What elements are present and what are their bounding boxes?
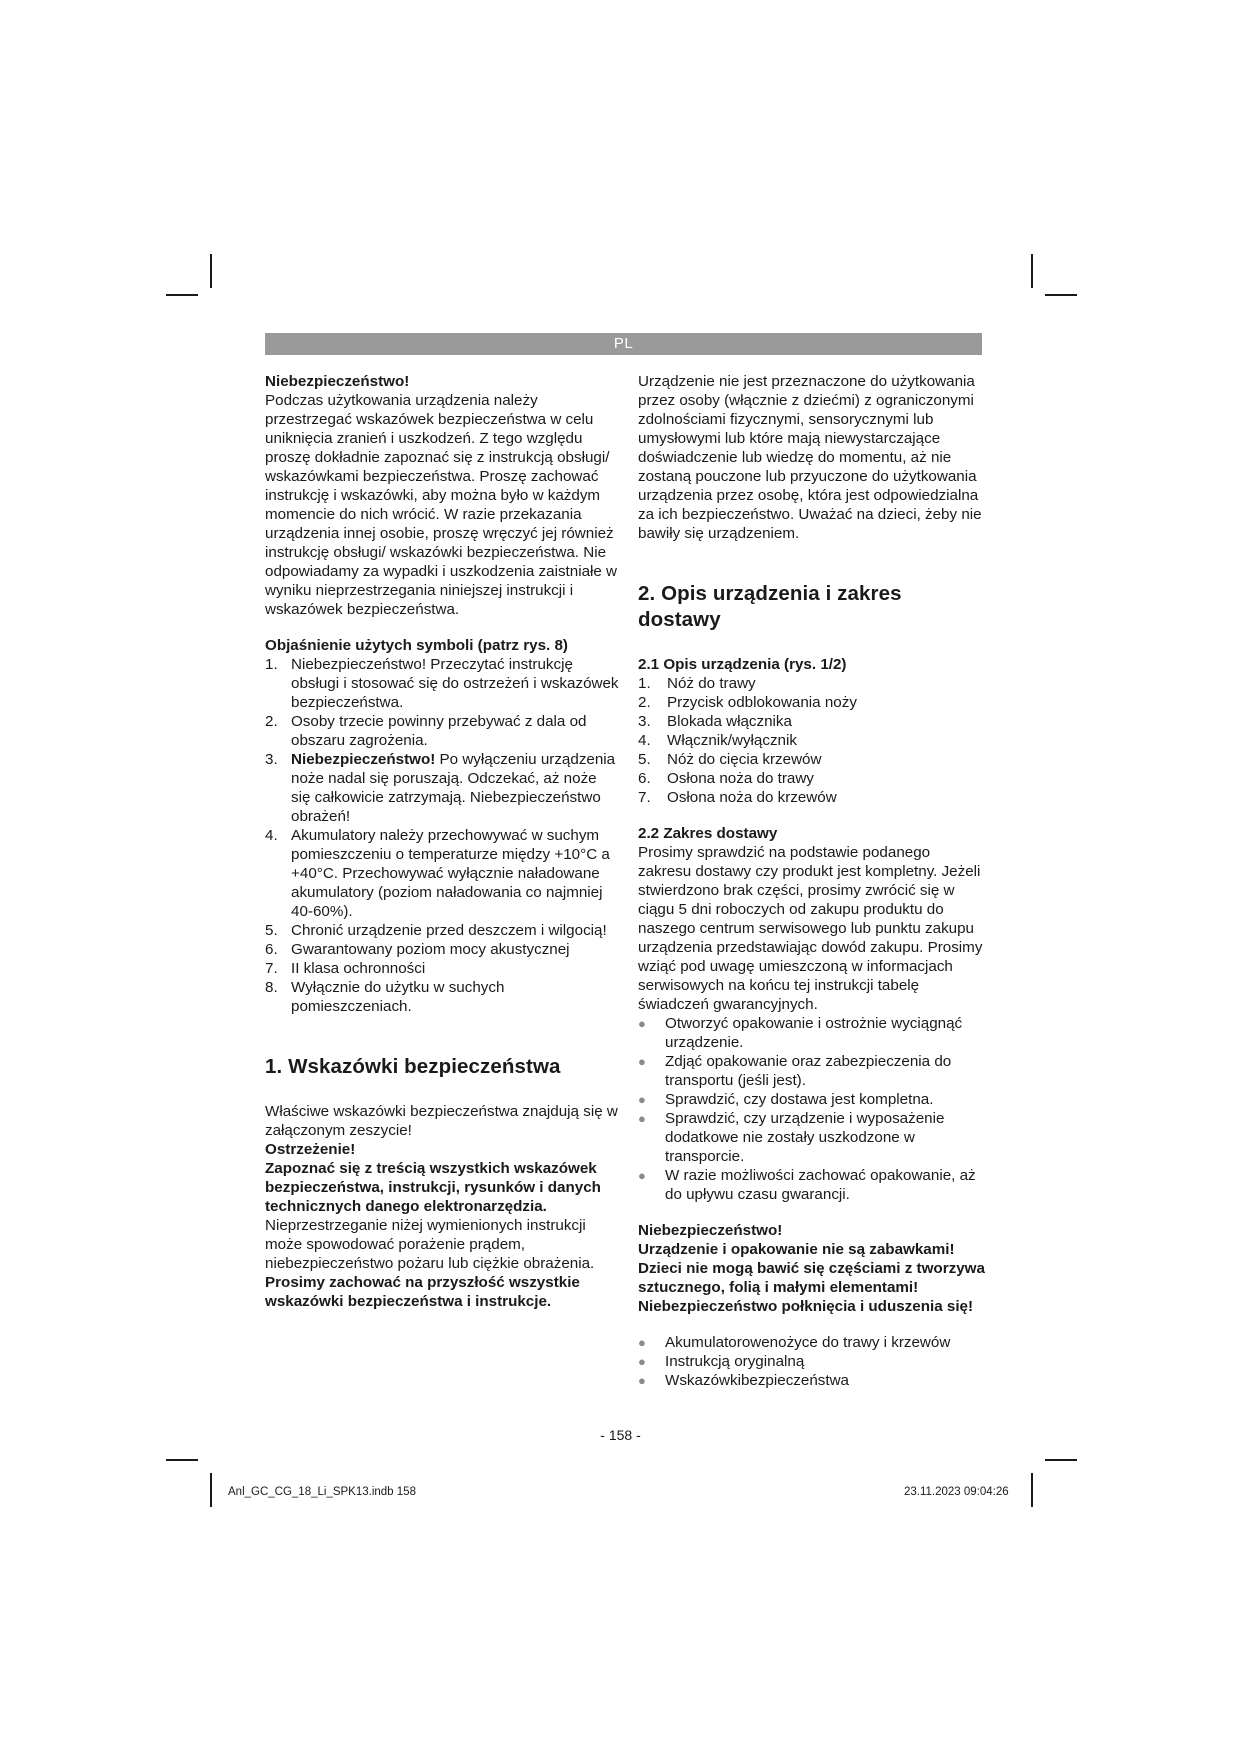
- symbol-item: [265, 655, 620, 712]
- symbol-text: [291, 959, 620, 978]
- symbol-text: [291, 978, 620, 1016]
- crop-mark: [1031, 1473, 1033, 1507]
- crop-mark: [1031, 254, 1033, 288]
- danger-title-2: Niebezpieczeństwo!: [638, 1222, 783, 1239]
- symbol-item: [265, 940, 620, 959]
- crop-mark: [210, 1473, 212, 1507]
- part-number: 2.: [638, 694, 651, 711]
- unpacking-step-text: Sprawdzić, czy dostawa jest kompletna.: [665, 1091, 934, 1108]
- package-content-item: [638, 1352, 986, 1371]
- right-column: [638, 372, 986, 1390]
- crop-mark: [166, 1459, 198, 1461]
- symbol-body-text: II klasa ochronności: [291, 960, 426, 977]
- keep-instructions-text: Prosimy zachować na przyszłość wszystkie wskazówki bezpieczeństwa i instrukcje.: [265, 1274, 580, 1310]
- usage-restriction-text: Urządzenie nie jest przeznaczone do użytkowania przez osoby (włącznie z dziećmi) z ograniczonymi zdolnościami fizycznymi, sensorycznymi lub umysłowymi lub które mają niewystarczające doświadczenie lub wiedzę do momentu, aż nie zostaną pouczone lub przyuczone do użytkowania urządzenia przez osobę, która jest odpowiedzialna za ich bezpieczeństwo. Uważać na dzieci, żeby nie bawiły się urządzeniem.: [638, 373, 982, 542]
- bullet-icon: ●: [638, 1054, 646, 1069]
- symbol-text: [291, 940, 620, 959]
- section-1-title: 1. Wskazówki bezpieczeństwa: [265, 1055, 561, 1078]
- symbol-body-text: Wyłącznie do użytku w suchych pomieszczeniach.: [291, 979, 505, 1015]
- unpacking-step-text: W razie możliwości zachować opakowanie, aż do upływu czasu gwarancji.: [665, 1167, 976, 1203]
- subsection-2-1-title: 2.1 Opis urządzenia (rys. 1/2): [638, 656, 847, 673]
- warning-text: Nieprzestrzeganie niżej wymienionych instrukcji może spowodować porażenie prądem, niebezpieczeństwo pożaru lub ciężkie obrażenia.: [265, 1217, 595, 1272]
- part-number: 4.: [638, 732, 651, 749]
- symbols-list: [265, 655, 620, 1016]
- unpacking-step-text: Otworzyć opakowanie i ostrożnie wyciągnąć urządzenie.: [665, 1015, 963, 1051]
- warning-bold-text: Zapoznać się z treścią wszystkich wskazówek bezpieczeństwa, instrukcji, rysunków i danych technicznych danego elektronarzędzia.: [265, 1160, 601, 1215]
- package-content-item: [638, 1371, 986, 1390]
- part-item: [638, 750, 986, 769]
- warning-paragraph: [265, 1159, 620, 1273]
- part-number: 7.: [638, 789, 651, 806]
- subsection-2-2-title: 2.2 Zakres dostawy: [638, 825, 778, 842]
- symbol-bold-text: Niebezpieczeństwo!: [291, 751, 436, 768]
- delivery-scope-text: Prosimy sprawdzić na podstawie podanego zakresu dostawy czy produkt jest kompletny. Jeżeli stwierdzono brak części, prosimy zwrócić się w ciągu 5 dni roboczych od zakupu produktu do naszego centrum serwisowego lub punktu zakupu urządzenia przedstawiając dowód zakupu. Prosimy wziąć pod uwagę umieszczoną w informacjach serwisowych na końcu tej instrukcji tabelę świadczeń gwarancyjnych.: [638, 844, 983, 1013]
- warning-title: Ostrzeżenie!: [265, 1141, 356, 1158]
- symbol-text: [291, 826, 620, 921]
- part-item: [638, 769, 986, 788]
- section-1-intro: Właściwe wskazówki bezpieczeństwa znajdują się w załączonym zeszycie!: [265, 1103, 618, 1139]
- symbol-body-text: Gwarantowany poziom mocy akustycznej: [291, 941, 570, 958]
- parts-list: [638, 674, 986, 807]
- unpacking-step: [638, 1090, 986, 1109]
- part-item: [638, 674, 986, 693]
- part-label: Osłona noża do krzewów: [667, 789, 837, 806]
- footer-timestamp: 23.11.2023 09:04:26: [904, 1486, 1009, 1498]
- part-label: Blokada włącznika: [667, 713, 792, 730]
- bullet-icon: ●: [638, 1016, 646, 1031]
- symbol-number: 8.: [265, 979, 278, 996]
- symbol-item: [265, 712, 620, 750]
- part-label: Nóż do cięcia krzewów: [667, 751, 822, 768]
- part-number: 1.: [638, 675, 651, 692]
- unpacking-step: [638, 1014, 986, 1052]
- section-2-title: 2. Opis urządzenia i zakres dostawy: [638, 582, 902, 631]
- part-label: Włącznik/wyłącznik: [667, 732, 797, 749]
- symbol-body-text: Chronić urządzenie przed deszczem i wilgocią!: [291, 922, 607, 939]
- unpacking-step: [638, 1166, 986, 1204]
- bullet-icon: ●: [638, 1092, 646, 1107]
- symbol-item: [265, 750, 620, 826]
- footer-file: Anl_GC_CG_18_Li_SPK13.indb 158: [228, 1486, 416, 1498]
- symbol-text: [291, 750, 620, 826]
- symbol-body-text: Niebezpieczeństwo! Przeczytać instrukcję obsługi i stosować się do ostrzeżeń i wskazówek bezpieczeństwa.: [291, 656, 619, 711]
- crop-mark: [166, 294, 198, 296]
- symbol-text: [291, 921, 620, 940]
- part-label: Osłona noża do trawy: [667, 770, 814, 787]
- symbol-text: [291, 655, 620, 712]
- symbol-item: [265, 959, 620, 978]
- symbol-number: 2.: [265, 713, 278, 730]
- part-item: [638, 712, 986, 731]
- part-item: [638, 693, 986, 712]
- bullet-icon: ●: [638, 1354, 646, 1369]
- unpacking-steps-list: [638, 1014, 986, 1204]
- package-content-item-text: Akumulatorowenożyce do trawy i krzewów: [665, 1334, 951, 1351]
- package-content-item-text: Instrukcją oryginalną: [665, 1353, 805, 1370]
- package-contents-list: [638, 1333, 986, 1390]
- package-content-item-text: Wskazówkibezpieczeństwa: [665, 1372, 850, 1389]
- symbol-body-text: Akumulatory należy przechowywać w suchym pomieszczeniu o temperaturze między +10°C a +40°C. Przechowywać wyłącznie naładowane akumulatory (poziom naładowania co najmniej 40-60%).: [291, 827, 610, 920]
- symbol-number: 3.: [265, 751, 278, 768]
- danger-title: Niebezpieczeństwo!: [265, 373, 410, 390]
- unpacking-step-text: Sprawdzić, czy urządzenie i wyposażenie dodatkowe nie zostały uszkodzone w transporcie.: [665, 1110, 945, 1165]
- symbol-number: 5.: [265, 922, 278, 939]
- danger-text-2: Urządzenie i opakowanie nie są zabawkami! Dzieci nie mogą bawić się częściami z tworzywa sztucznego, folią i małymi elementami! Niebezpieczeństwo połknięcia i uduszenia się!: [638, 1241, 985, 1315]
- symbol-number: 7.: [265, 960, 278, 977]
- crop-mark: [1045, 294, 1077, 296]
- part-label: Przycisk odblokowania noży: [667, 694, 857, 711]
- symbol-number: 4.: [265, 827, 278, 844]
- symbol-item: [265, 826, 620, 921]
- part-number: 5.: [638, 751, 651, 768]
- symbol-body-text: Po wyłączeniu urządzenia noże nadal się poruszają. Odczekać, aż noże się całkowicie zatrzymają. Niebezpieczeństwo obrażeń!: [291, 751, 616, 825]
- symbol-body-text: Osoby trzecie powinny przebywać z dala od obszaru zagrożenia.: [291, 713, 587, 749]
- page-number: - 158 -: [600, 1427, 641, 1443]
- part-number: 3.: [638, 713, 651, 730]
- left-column: [265, 372, 620, 1311]
- bullet-icon: ●: [638, 1111, 646, 1126]
- part-label: Nóż do trawy: [667, 675, 756, 692]
- symbol-item: [265, 978, 620, 1016]
- crop-mark: [210, 254, 212, 288]
- crop-mark: [1045, 1459, 1077, 1461]
- symbol-number: 6.: [265, 941, 278, 958]
- symbol-text: [291, 712, 620, 750]
- package-content-item: [638, 1333, 986, 1352]
- bullet-icon: ●: [638, 1373, 646, 1388]
- danger-text: Podczas użytkowania urządzenia należy przestrzegać wskazówek bezpieczeństwa w celu uniknięcia zranień i uszkodzeń. Z tego względu proszę dokładnie zapoznać się z instrukcją obsługi/ wskazówkami bezpieczeństwa. Proszę zachować instrukcję i wskazówki, aby można było w każdym momencie do nich wrócić. W razie przekazania urządzenia innej osobie, proszę wręczyć jej również instrukcję obsługi/ wskazówki bezpieczeństwa. Nie odpowiadamy za wypadki i uszkodzenia zaistniałe w wyniku nieprzestrzegania niniejszej instrukcji i wskazówek bezpieczeństwa.: [265, 392, 618, 618]
- part-item: [638, 731, 986, 750]
- unpacking-step-text: Zdjąć opakowanie oraz zabezpieczenia do transportu (jeśli jest).: [665, 1053, 952, 1089]
- part-number: 6.: [638, 770, 651, 787]
- symbol-item: [265, 921, 620, 940]
- language-header-bar: [265, 333, 982, 355]
- unpacking-step: [638, 1052, 986, 1090]
- language-label: PL: [613, 335, 634, 352]
- bullet-icon: ●: [638, 1168, 646, 1183]
- part-item: [638, 788, 986, 807]
- bullet-icon: ●: [638, 1335, 646, 1350]
- unpacking-step: [638, 1109, 986, 1166]
- symbols-title: Objaśnienie użytych symboli (patrz rys. 8): [265, 637, 568, 654]
- symbol-number: 1.: [265, 656, 278, 673]
